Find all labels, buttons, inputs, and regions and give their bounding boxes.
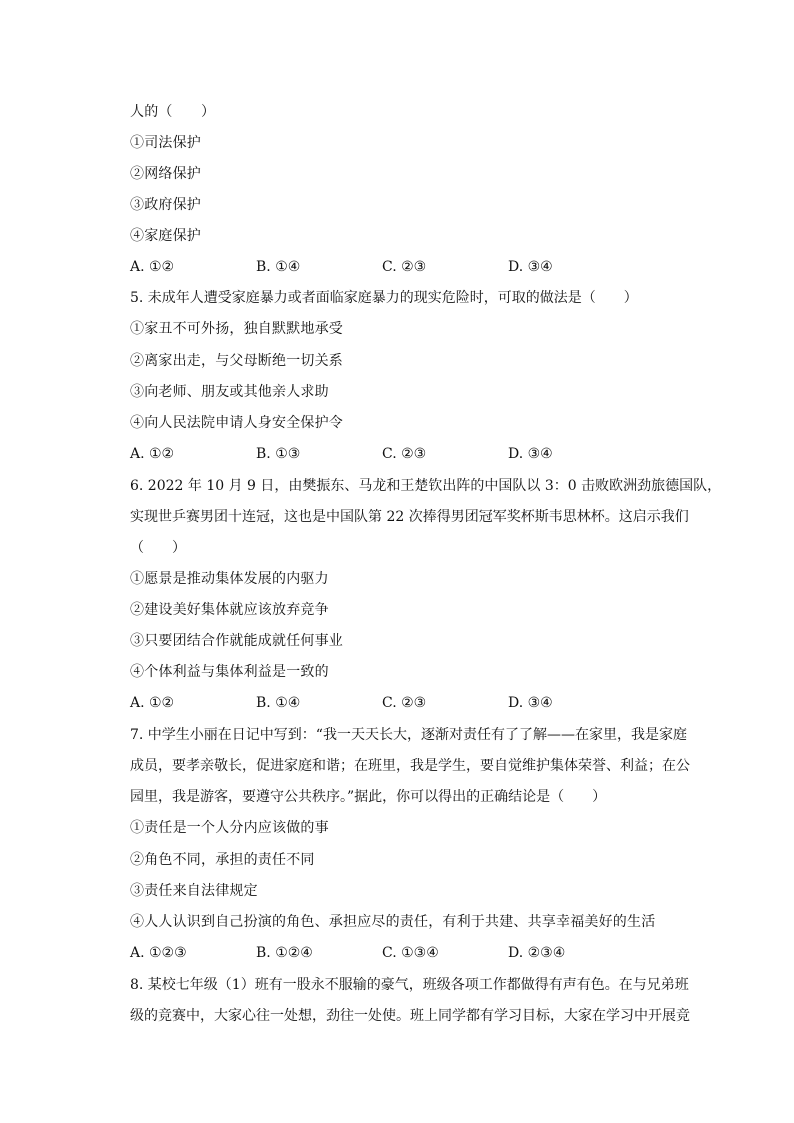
q7-item-3: ③责任来自法律规定: [130, 883, 258, 899]
q7-item-4: ④人人认识到自己扮演的角色、承担应尽的责任，有利于共建、共享幸福美好的生活: [130, 914, 656, 930]
q7-stem-line-3: 园里，我是游客，要遵守公共秩序。”据此，你可以得出的正确结论是（ ）: [130, 789, 607, 805]
q4-item-2: ②网络保护: [130, 166, 201, 182]
q4-stem-end: 人的（ ）: [130, 104, 216, 120]
q5-item-4: ④向人民法院申请人身安全保护令: [130, 415, 343, 431]
q4-option-d[interactable]: D. ③④: [508, 259, 553, 275]
q7-stem-line-2: 成员，要孝亲敬长，促进家庭和谐；在班里，我是学生，要自觉维护集体荣誉、利益；在公: [130, 758, 690, 774]
q5-option-b[interactable]: B. ①③: [256, 446, 301, 462]
q6-stem-line-2: 实现世乒赛男团十连冠，这也是中国队第 22 次捧得男团冠军奖杯斯韦思林杯。这启示我们: [130, 509, 689, 525]
q6-options: [130, 693, 650, 713]
q7-options: [130, 943, 650, 963]
q6-item-3: ③只要团结合作就能成就任何事业: [130, 633, 343, 649]
q7-stem-line-1: 7. 中学生小丽在日记中写到：“我一天天长大，逐渐对责任有了了解——在家里，我是家庭: [130, 727, 687, 743]
q7-item-1: ①责任是一个人分内应该做的事: [130, 820, 329, 836]
q4-option-a[interactable]: A. ①②: [130, 259, 175, 275]
q8-stem-line-2: 级的竞赛中，大家心往一处想，劲往一处使。班上同学都有学习目标，大家在学习中开展竞: [130, 1008, 690, 1024]
q5-stem: 5. 未成年人遭受家庭暴力或者面临家庭暴力的现实危险时，可取的做法是（ ）: [130, 290, 638, 306]
q7-item-2: ②角色不同，承担的责任不同: [130, 852, 315, 868]
q4-item-3: ③政府保护: [130, 197, 201, 213]
q4-option-b[interactable]: B. ①④: [256, 259, 301, 275]
q6-stem-line-1: 6. 2022 年 10 月 9 日，由樊振东、马龙和王楚钦出阵的中国队以 3：0 击败欧洲劲旅德国队，: [130, 478, 722, 494]
q6-option-a[interactable]: A. ①②: [130, 695, 175, 711]
q4-item-4: ④家庭保护: [130, 228, 201, 244]
q5-option-c[interactable]: C. ②③: [382, 446, 427, 462]
q6-item-2: ②建设美好集体就应该放弃竞争: [130, 602, 329, 618]
q4-options: [130, 257, 650, 277]
q6-option-b[interactable]: B. ①④: [256, 695, 301, 711]
q4-option-c[interactable]: C. ②③: [382, 259, 427, 275]
q7-option-b[interactable]: B. ①②④: [256, 945, 313, 961]
q6-option-d[interactable]: D. ③④: [508, 695, 553, 711]
q7-option-c[interactable]: C. ①③④: [382, 945, 439, 961]
q6-item-4: ④个体利益与集体利益是一致的: [130, 664, 329, 680]
q7-option-a[interactable]: A. ①②③: [130, 945, 187, 961]
q5-item-3: ③向老师、朋友或其他亲人求助: [130, 384, 329, 400]
q6-option-c[interactable]: C. ②③: [382, 695, 427, 711]
q8-stem-line-1: 8. 某校七年级（1）班有一股永不服输的豪气，班级各项工作都做得有声有色。在与兄弟班: [130, 977, 689, 993]
q5-option-a[interactable]: A. ①②: [130, 446, 175, 462]
q7-option-d[interactable]: D. ②③④: [508, 945, 566, 961]
q5-item-1: ①家丑不可外扬，独自默默地承受: [130, 321, 343, 337]
q4-item-1: ①司法保护: [130, 135, 201, 151]
q5-option-d[interactable]: D. ③④: [508, 446, 553, 462]
q6-item-1: ①愿景是推动集体发展的内驱力: [130, 571, 329, 587]
q5-options: [130, 444, 650, 464]
q5-item-2: ②离家出走，与父母断绝一切关系: [130, 353, 343, 369]
q6-stem-line-3: （ ）: [130, 540, 186, 556]
